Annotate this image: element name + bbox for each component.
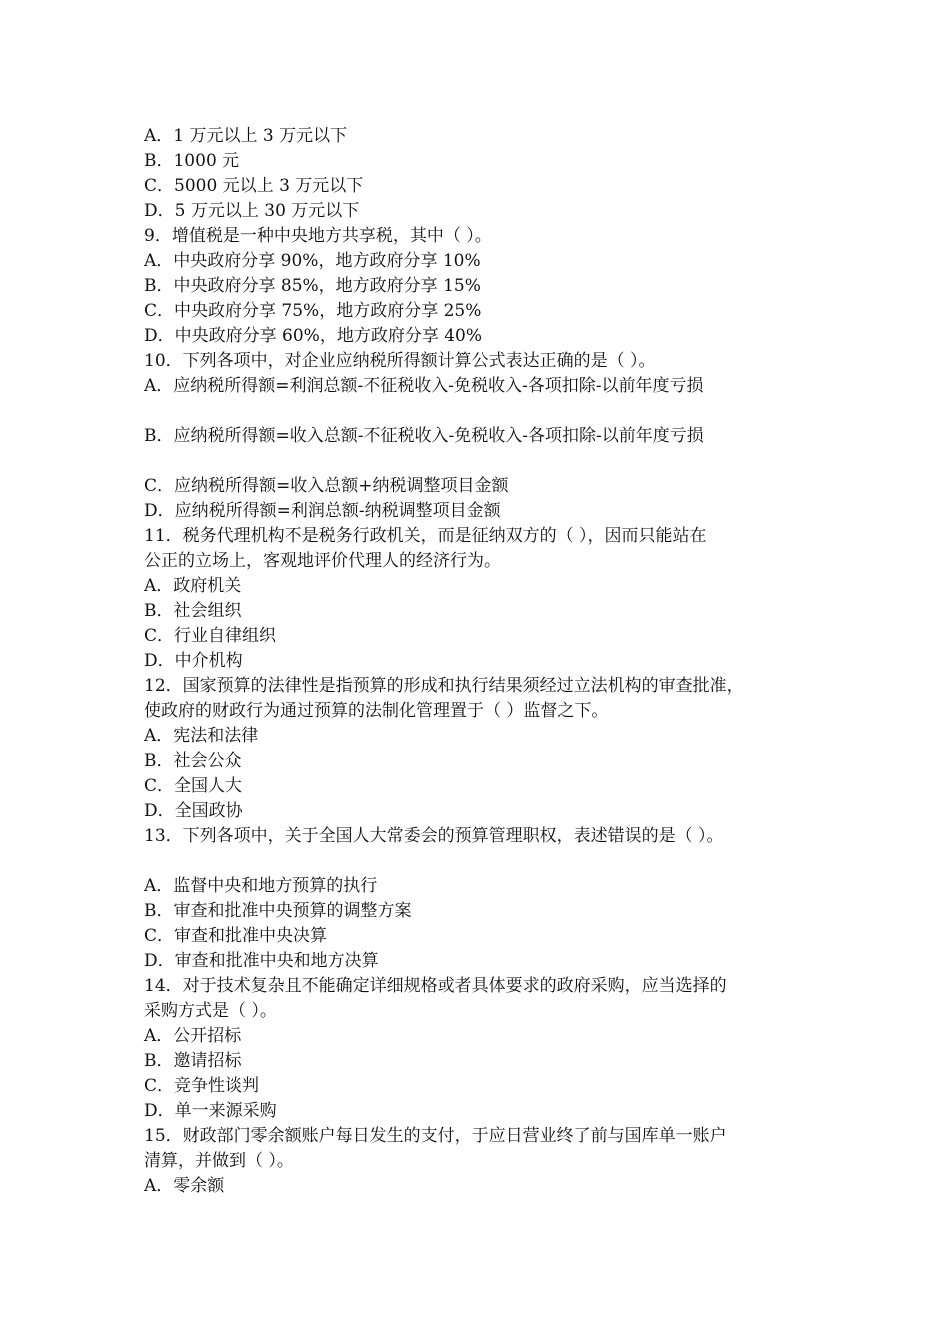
- q9-option-d: D．中央政府分享 60%，地方政府分享 40%: [144, 326, 483, 346]
- q12-option-c: C．全国人大: [144, 776, 243, 796]
- question-14-line-2: 采购方式是（ ）。: [144, 1001, 277, 1021]
- question-12-line-1: 12．国家预算的法律性是指预算的形成和执行结果须经过立法机构的审查批准，: [144, 676, 744, 696]
- question-10: 10．下列各项中，对企业应纳税所得额计算公式表达正确的是（ ）。: [144, 351, 656, 371]
- q14-option-c: C．竞争性谈判: [144, 1076, 260, 1096]
- q14-option-b: B．邀请招标: [144, 1051, 242, 1071]
- blank-line: [144, 849, 834, 874]
- q14-option-a: A．公开招标: [144, 1026, 242, 1046]
- q10-option-a: A．应纳税所得额=利润总额-不征税收入-免税收入-各项扣除-以前年度亏损: [144, 376, 704, 396]
- q10-option-b: B．应纳税所得额=收入总额-不征税收入-免税收入-各项扣除-以前年度亏损: [144, 426, 704, 446]
- question-11-line-1: 11．税务代理机构不是税务行政机关，而是征纳双方的（ ），因而只能站在: [144, 526, 707, 546]
- q8-option-a: A．1 万元以上 3 万元以下: [144, 126, 348, 146]
- q11-option-d: D．中介机构: [144, 651, 243, 671]
- question-13: 13．下列各项中，关于全国人大常委会的预算管理职权，表述错误的是（ ）。: [144, 826, 724, 846]
- q11-option-c: C．行业自律组织: [144, 626, 277, 646]
- q8-option-b: B．1000 元: [144, 151, 240, 171]
- q11-option-a: A．政府机关: [144, 576, 242, 596]
- blank-line: [144, 399, 834, 424]
- question-9: 9．增值税是一种中央地方共享税，其中（ ）。: [144, 226, 492, 246]
- q15-option-a: A．零余额: [144, 1176, 225, 1196]
- question-15-line-2: 清算，并做到（ ）。: [144, 1151, 294, 1171]
- q10-option-d: D．应纳税所得额=利润总额-纳税调整项目金额: [144, 501, 501, 521]
- q8-option-d: D．5 万元以上 30 万元以下: [144, 201, 360, 221]
- question-12-line-2: 使政府的财政行为通过预算的法制化管理置于（ ）监督之下。: [144, 701, 609, 721]
- q13-option-d: D．审查和批准中央和地方决算: [144, 951, 379, 971]
- document-page: [144, 124, 834, 1199]
- q12-option-d: D．全国政协: [144, 801, 243, 821]
- q8-option-c: C．5000 元以上 3 万元以下: [144, 176, 364, 196]
- q10-option-c: C．应纳税所得额=收入总额+纳税调整项目金额: [144, 476, 509, 496]
- blank-line: [144, 449, 834, 474]
- q13-option-a: A．监督中央和地方预算的执行: [144, 876, 378, 896]
- q14-option-d: D．单一来源采购: [144, 1101, 277, 1121]
- question-11-line-2: 公正的立场上，客观地评价代理人的经济行为。: [144, 551, 501, 571]
- q12-option-b: B．社会公众: [144, 751, 242, 771]
- q9-option-a: A．中央政府分享 90%，地方政府分享 10%: [144, 251, 481, 271]
- q13-option-b: B．审查和批准中央预算的调整方案: [144, 901, 412, 921]
- question-14-line-1: 14．对于技术复杂且不能确定详细规格或者具体要求的政府采购，应当选择的: [144, 976, 727, 996]
- q12-option-a: A．宪法和法律: [144, 726, 259, 746]
- q11-option-b: B．社会组织: [144, 601, 242, 621]
- q13-option-c: C．审查和批准中央决算: [144, 926, 328, 946]
- question-15-line-1: 15．财政部门零余额账户每日发生的支付，于应日营业终了前与国库单一账户: [144, 1126, 727, 1146]
- q9-option-c: C．中央政府分享 75%，地方政府分享 25%: [144, 301, 482, 321]
- q9-option-b: B．中央政府分享 85%，地方政府分享 15%: [144, 276, 481, 296]
